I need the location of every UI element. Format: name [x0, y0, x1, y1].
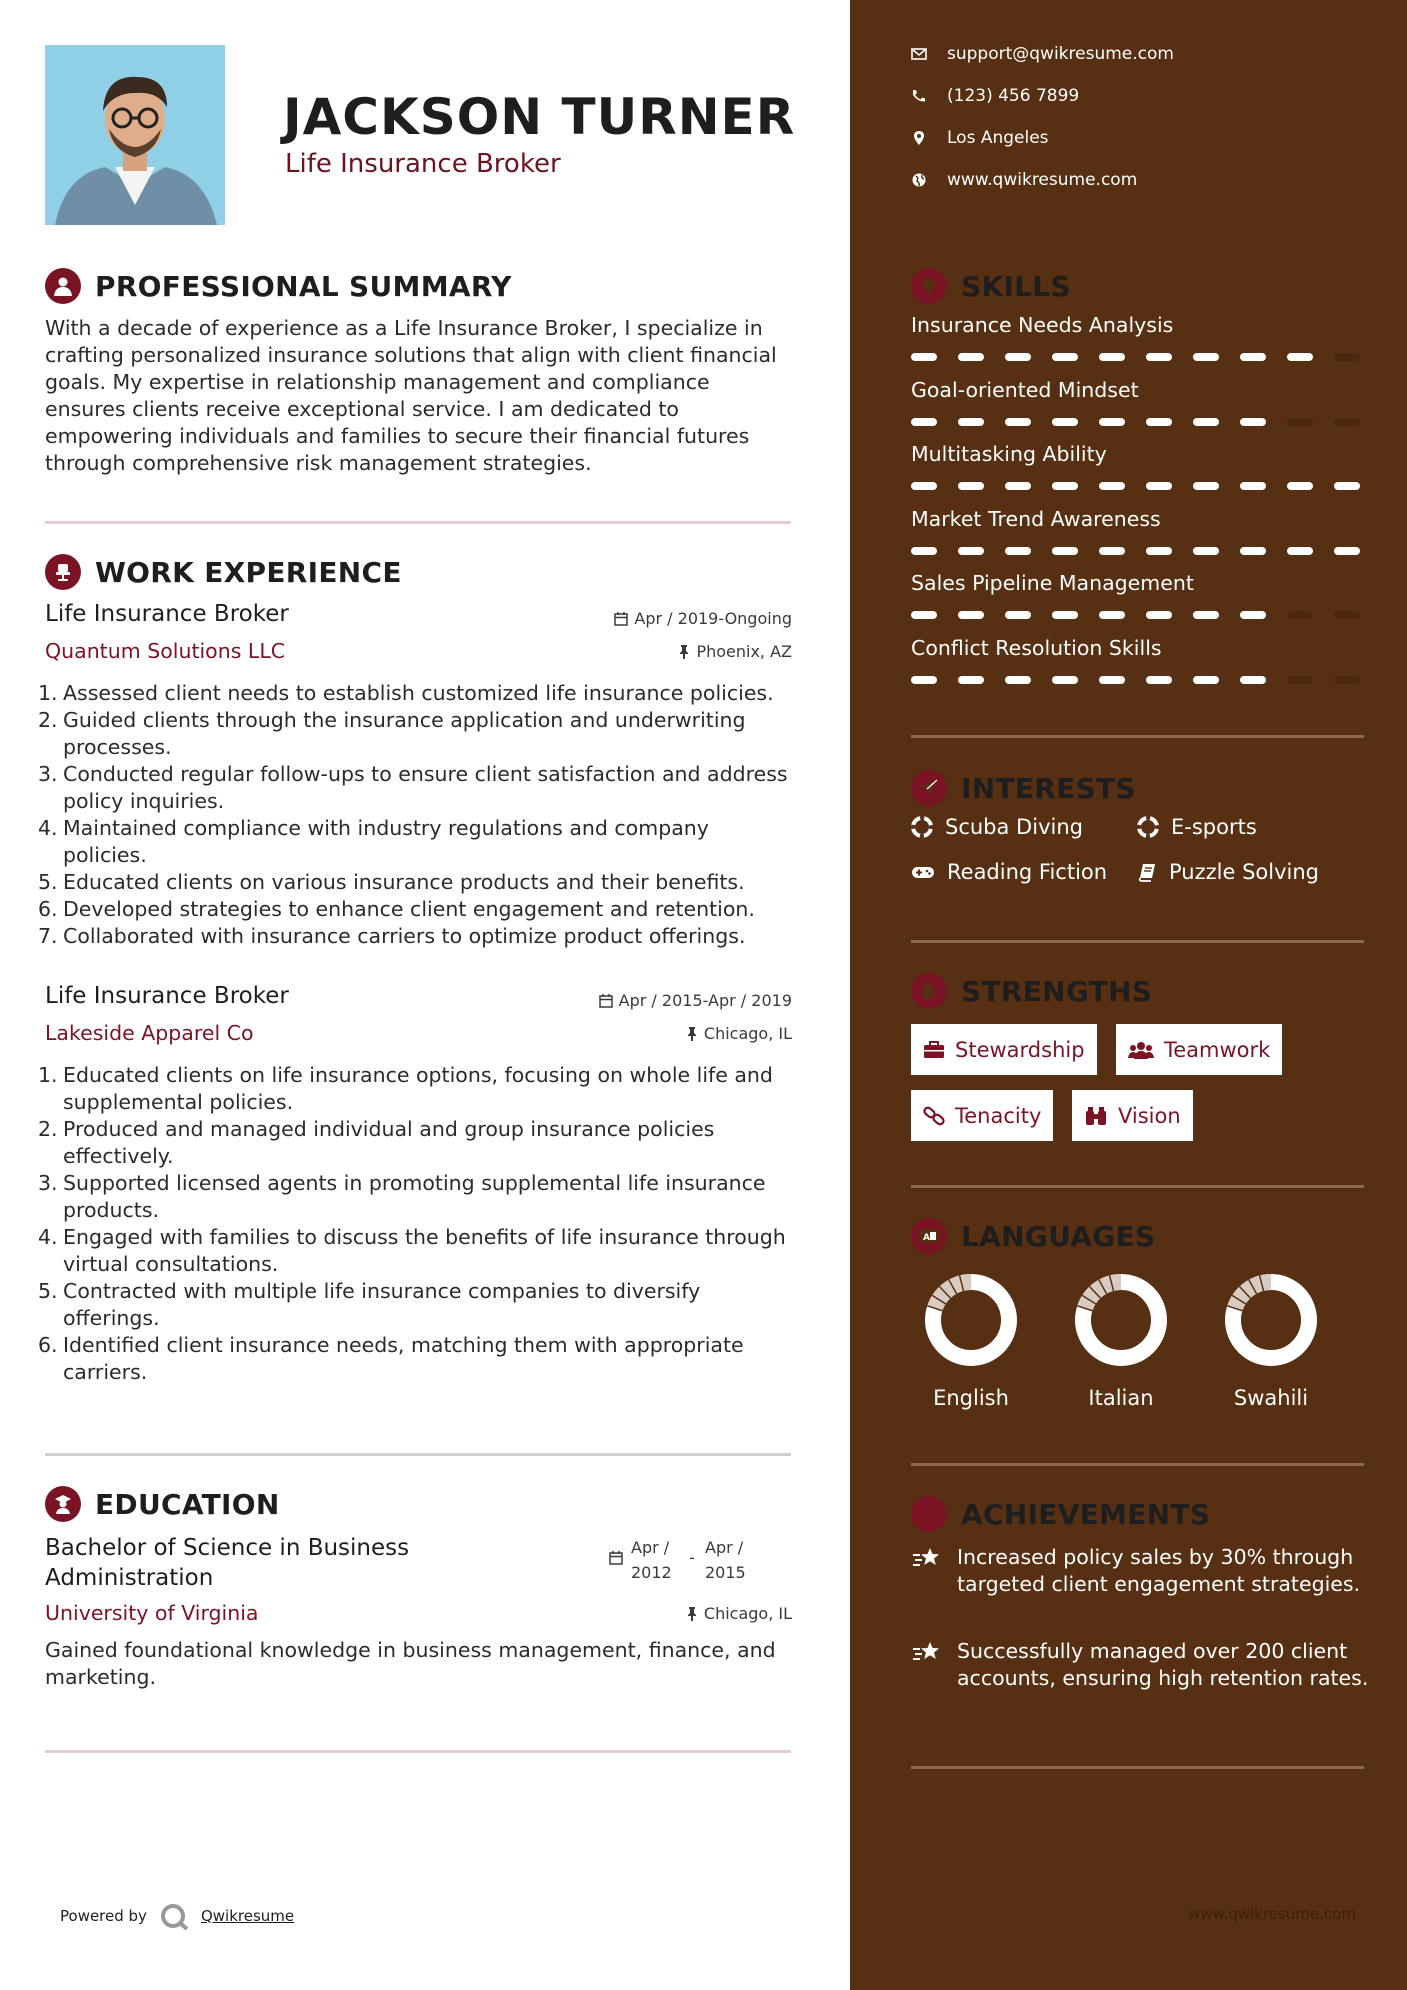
skill-name: Conflict Resolution Skills: [911, 635, 1162, 660]
duty-item: [38, 680, 798, 707]
divider: [911, 1463, 1364, 1466]
duty-text: Supported licensed agents in promoting supplemental life insurance products.: [63, 1171, 766, 1222]
skill-dash: [1146, 547, 1172, 555]
job-dates: Apr / 2019-Ongoing: [614, 609, 792, 628]
language-item: Italian: [1061, 1270, 1181, 1410]
job-title: Life Insurance Broker: [45, 983, 289, 1009]
achievement-item: Increased policy sales by 30% through targeted client engagement strategies.: [911, 1544, 1371, 1598]
divider: [45, 1453, 791, 1456]
skill-dash: [1287, 353, 1313, 361]
strength-badge: Stewardship: [911, 1024, 1097, 1075]
duty-text: Produced and managed individual and group insurance policies effectively.: [63, 1117, 715, 1168]
degree-title: Bachelor of Science in Business Administration: [45, 1535, 410, 1591]
skill-dash: [1193, 353, 1219, 361]
duty-number: 2.: [38, 708, 58, 732]
skill-dash: [1146, 418, 1172, 426]
summary-text: With a decade of experience as a Life Insurance Broker, I specialize in crafting personalized insurance solutions that align with client financial goals. My expertise in relationship management and compliance ensures clients receive exceptional service. I am dedicated to empowering individuals and families to secure their financial futures through comprehensive risk management strategies.: [45, 316, 777, 475]
skill-name: Market Trend Awareness: [911, 506, 1161, 531]
duty-text: Guided clients through the insurance application and underwriting processes.: [63, 708, 746, 759]
language-item: Swahili: [1211, 1270, 1331, 1410]
skill-dash: [1287, 418, 1313, 426]
skill-dash: [1193, 482, 1219, 490]
skill-dash: [1287, 676, 1313, 684]
skill-dash: [1146, 353, 1172, 361]
phone-icon: [911, 89, 927, 103]
school-location: Chicago, IL: [686, 1604, 792, 1623]
skill-dash: [911, 482, 937, 490]
duty-number: 5.: [38, 870, 58, 894]
divider: [911, 1766, 1364, 1769]
powered-by: Powered by Qwikresume: [60, 1902, 294, 1930]
skills-heading: [911, 268, 1071, 304]
duty-text: Maintained compliance with industry regulations and company policies.: [63, 816, 709, 867]
languages-title: LANGUAGES: [961, 1219, 1156, 1253]
skill-dash: [1052, 676, 1078, 684]
strengths-title: STRENGTHS: [961, 974, 1153, 1008]
duty-number: 6.: [38, 1333, 58, 1357]
skill-meter: [911, 353, 1360, 361]
languages-heading: [911, 1218, 1155, 1254]
education-dates: Apr / 2012 - Apr / 2015: [609, 1535, 746, 1585]
interest-item: Scuba Diving: [911, 815, 1083, 839]
duty-number: 1.: [38, 1063, 58, 1087]
paper-plane-icon: [911, 770, 947, 806]
skill-dash: [1146, 676, 1172, 684]
lifebuoy-icon: [911, 816, 933, 838]
calendar-icon: [614, 612, 628, 626]
skill-dash: [911, 418, 937, 426]
duty-text: Developed strategies to enhance client engagement and retention.: [63, 897, 755, 921]
language-level-ring: [921, 1270, 1021, 1370]
duty-text: Conducted regular follow-ups to ensure client satisfaction and address policy inquiries.: [63, 762, 788, 813]
contact-phone[interactable]: (123) 456 7899: [911, 86, 1079, 106]
divider: [911, 735, 1364, 738]
skill-dash: [1193, 611, 1219, 619]
envelope-icon: [911, 48, 927, 60]
duty-item: [38, 869, 798, 896]
duty-number: 3.: [38, 1171, 58, 1195]
skill-dash: [1193, 676, 1219, 684]
skill-dash: [1005, 547, 1031, 555]
divider: [45, 521, 791, 524]
shooting-star-icon: [911, 1640, 943, 1664]
skill-dash: [911, 547, 937, 555]
user-icon: [45, 268, 81, 304]
fist-icon: [911, 973, 947, 1009]
skill-name: Insurance Needs Analysis: [911, 313, 1174, 337]
skill-dash: [958, 676, 984, 684]
duty-item: [38, 896, 798, 923]
skill-dash: [1334, 482, 1360, 490]
skill-meter: [911, 676, 1360, 684]
duty-number: 3.: [38, 762, 58, 786]
skill-dash: [1287, 547, 1313, 555]
strength-badge: Teamwork: [1116, 1024, 1282, 1075]
qwikresume-logo-icon: [159, 1902, 189, 1930]
skill-dash: [1005, 418, 1031, 426]
shooting-star-icon: [911, 1546, 943, 1570]
translate-icon: [911, 1218, 947, 1254]
duty-text: Assessed client needs to establish customized life insurance policies.: [63, 681, 774, 705]
interests-heading: [911, 770, 1136, 806]
skills-title: SKILLS: [961, 269, 1071, 303]
achievements-heading: [911, 1496, 1210, 1532]
skill-dash: [1240, 611, 1266, 619]
job-duties: [38, 680, 798, 950]
skill-dash: [911, 676, 937, 684]
summary-title: PROFESSIONAL SUMMARY: [95, 269, 512, 303]
skill-dash: [1146, 611, 1172, 619]
skill-dash: [1193, 418, 1219, 426]
skill-dash: [1240, 676, 1266, 684]
skill-dash: [1052, 353, 1078, 361]
lightbulb-icon: [911, 268, 947, 304]
skill-dash: [1334, 611, 1360, 619]
pin-icon: [686, 1027, 698, 1041]
duty-item: [38, 707, 798, 761]
interest-item: Reading Fiction: [911, 860, 1107, 884]
users-icon: [1128, 1041, 1154, 1059]
duty-item: [38, 923, 798, 950]
skill-dash: [1005, 611, 1031, 619]
duty-item: [38, 815, 798, 869]
skill-dash: [1334, 353, 1360, 361]
divider: [45, 1750, 791, 1753]
contact-location: Los Angeles: [911, 128, 1049, 148]
calendar-icon: [609, 1551, 623, 1565]
achievement-item: Successfully managed over 200 client accounts, ensuring high retention rates.: [911, 1638, 1371, 1692]
skill-dash: [1287, 611, 1313, 619]
education-title: EDUCATION: [95, 1487, 280, 1521]
skill-dash: [1240, 418, 1266, 426]
footer-watermark: www.qwikresume.com: [1188, 1905, 1356, 1923]
job-location: Chicago, IL: [686, 1024, 792, 1043]
skill-dash: [958, 611, 984, 619]
contact-website[interactable]: www.qwikresume.com: [911, 170, 1137, 190]
svg-text:A: A: [923, 1233, 930, 1243]
job-title: Life Insurance Broker: [45, 601, 289, 627]
pin-icon: [678, 645, 690, 659]
skill-name: Goal-oriented Mindset: [911, 377, 1139, 402]
medal-star-icon: [911, 1496, 947, 1532]
duty-item: [38, 1062, 798, 1116]
briefcase-icon: [923, 1041, 945, 1059]
company-name: Quantum Solutions LLC: [45, 639, 286, 663]
skill-dash: [1240, 547, 1266, 555]
duty-text: Identified client insurance needs, matching them with appropriate carriers.: [63, 1333, 744, 1384]
interests-title: INTERESTS: [961, 771, 1136, 805]
summary-heading: [45, 268, 512, 304]
skill-meter: [911, 418, 1360, 426]
skill-dash: [1334, 676, 1360, 684]
contact-email[interactable]: support@qwikresume.com: [911, 44, 1174, 64]
duty-number: 4.: [38, 816, 58, 840]
skill-dash: [1193, 547, 1219, 555]
skill-dash: [958, 418, 984, 426]
strengths-heading: [911, 973, 1152, 1009]
language-level-ring: [1221, 1270, 1321, 1370]
calendar-icon: [599, 994, 613, 1008]
skill-dash: [1146, 482, 1172, 490]
interest-item: E-sports: [1137, 815, 1257, 839]
skill-dash: [1287, 482, 1313, 490]
skill-dash: [1099, 676, 1125, 684]
skill-dash: [958, 353, 984, 361]
candidate-name: JACKSON TURNER: [283, 88, 796, 146]
strength-badge: Vision: [1072, 1090, 1193, 1141]
duty-number: 4.: [38, 1225, 58, 1249]
duty-item: [38, 1116, 798, 1170]
skill-dash: [1099, 611, 1125, 619]
divider: [911, 940, 1364, 943]
skill-name: Multitasking Ability: [911, 442, 1107, 466]
duty-text: Educated clients on life insurance options, focusing on whole life and supplemental policies.: [63, 1063, 773, 1114]
language-item: English: [911, 1270, 1031, 1410]
graduate-icon: [45, 1486, 81, 1522]
education-text: Gained foundational knowledge in business management, finance, and marketing.: [45, 1638, 776, 1689]
education-heading: [45, 1486, 280, 1522]
duty-number: 6.: [38, 897, 58, 921]
divider: [911, 1185, 1364, 1188]
skill-dash: [1334, 418, 1360, 426]
skill-dash: [1005, 353, 1031, 361]
book-icon: [1137, 862, 1157, 882]
globe-icon: [911, 172, 927, 188]
chair-icon: [45, 554, 81, 590]
skill-dash: [911, 353, 937, 361]
qwikresume-link[interactable]: Qwikresume: [200, 1907, 295, 1925]
duty-number: 7.: [38, 924, 58, 948]
duty-number: 5.: [38, 1279, 58, 1303]
skill-dash: [1240, 482, 1266, 490]
skill-dash: [1005, 482, 1031, 490]
skill-meter: [911, 611, 1360, 619]
duty-item: [38, 1170, 798, 1224]
job-dates: Apr / 2015-Apr / 2019: [599, 991, 792, 1010]
duty-number: 2.: [38, 1117, 58, 1141]
skill-dash: [1334, 547, 1360, 555]
skill-dash: [958, 482, 984, 490]
map-marker-icon: [911, 130, 927, 146]
experience-heading: [45, 554, 402, 590]
language-level-ring: [1071, 1270, 1171, 1370]
binoculars-icon: [1084, 1106, 1108, 1126]
skill-dash: [1099, 418, 1125, 426]
achievements-title: ACHIEVEMENTS: [961, 1497, 1211, 1531]
lifebuoy-icon: [1137, 816, 1159, 838]
skill-dash: [1052, 418, 1078, 426]
duty-item: [38, 1332, 798, 1386]
duty-item: [38, 761, 798, 815]
strength-badge: Tenacity: [911, 1090, 1053, 1141]
skill-dash: [1099, 482, 1125, 490]
profile-photo: [45, 45, 225, 225]
skill-dash: [1052, 547, 1078, 555]
gamepad-icon: [911, 864, 935, 880]
school-name: University of Virginia: [45, 1601, 259, 1625]
duty-item: [38, 1224, 798, 1278]
duty-item: [38, 1278, 798, 1332]
duty-text: Collaborated with insurance carriers to optimize product offerings.: [63, 924, 746, 948]
company-name: Lakeside Apparel Co: [45, 1021, 254, 1045]
pin-icon: [686, 1607, 698, 1621]
job-location: Phoenix, AZ: [678, 642, 792, 661]
skill-dash: [1240, 353, 1266, 361]
link-icon: [923, 1105, 945, 1127]
skill-dash: [1052, 611, 1078, 619]
interest-item: Puzzle Solving: [1137, 860, 1319, 884]
skill-dash: [1099, 353, 1125, 361]
experience-title: WORK EXPERIENCE: [95, 555, 402, 589]
duty-text: Engaged with families to discuss the benefits of life insurance through virtual consultations.: [63, 1225, 786, 1276]
duty-number: 1.: [38, 681, 58, 705]
candidate-title: Life Insurance Broker: [285, 149, 561, 179]
skill-dash: [1099, 547, 1125, 555]
skill-dash: [911, 611, 937, 619]
skill-meter: [911, 547, 1360, 555]
skill-meter: [911, 482, 1360, 490]
skill-name: Sales Pipeline Management: [911, 571, 1194, 595]
skill-dash: [1052, 482, 1078, 490]
job-duties: [38, 1062, 798, 1386]
duty-text: Contracted with multiple life insurance companies to diversify offerings.: [63, 1279, 701, 1330]
duty-text: Educated clients on various insurance products and their benefits.: [63, 870, 745, 894]
skill-dash: [1005, 676, 1031, 684]
skill-dash: [958, 547, 984, 555]
